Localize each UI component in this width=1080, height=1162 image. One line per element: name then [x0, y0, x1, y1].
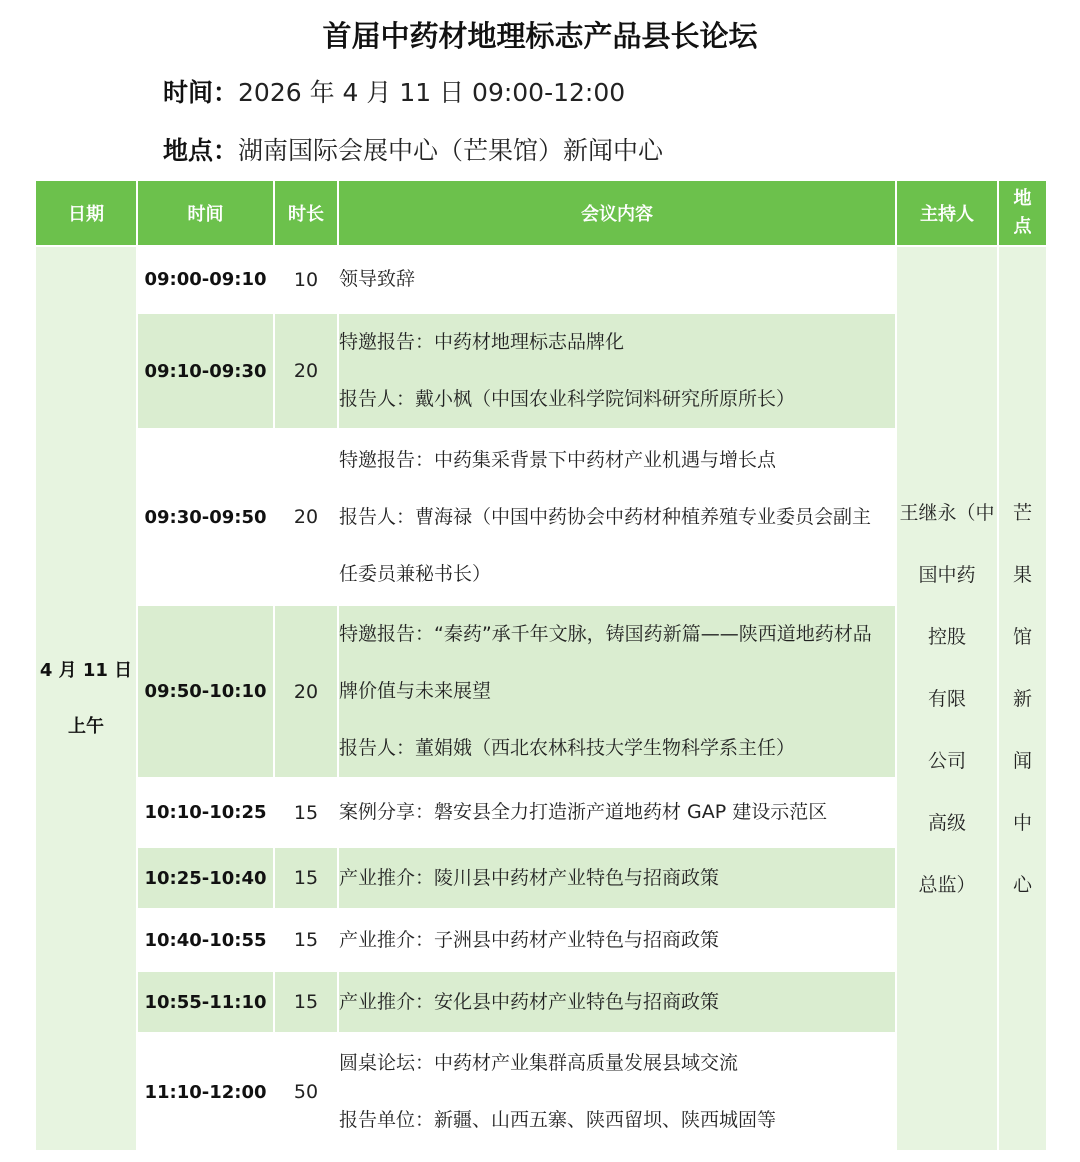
location-char: 馆: [1012, 625, 1032, 648]
content-line: 特邀报告：中药材地理标志品牌化: [339, 331, 625, 353]
row-time: 11:10-12:00: [137, 1033, 274, 1151]
location-char: 中: [1012, 811, 1032, 834]
content-line: 报告人：曹海禄（中国中药协会中药材种植养殖专业委员会副主: [339, 505, 872, 528]
row-duration: 15: [274, 971, 338, 1033]
row-time: 09:10-09:30: [137, 313, 274, 429]
time-label: 时间：: [163, 78, 239, 107]
content-line: 特邀报告：“秦药”承千年文脉，铸国药新篇——陕西道地药材品: [339, 623, 872, 645]
content-line: 牌价值与未来展望: [339, 680, 492, 702]
event-time: [163, 73, 625, 113]
row-duration: 20: [274, 313, 338, 429]
row-content: [338, 971, 896, 1033]
content-line: 圆桌论坛：中药材产业集群高质量发展县域交流: [339, 1052, 739, 1074]
location-char: 心: [1012, 873, 1032, 896]
content-line: 报告单位：新疆、山西五寨、陕西留坝、陕西城固等: [339, 1109, 777, 1131]
table-header-row: [35, 180, 1047, 246]
row-content: [338, 605, 896, 778]
table-row: [35, 778, 1047, 847]
host-line: 控股: [927, 625, 966, 648]
content-line: 产业推介：子洲县中药材产业特色与招商政策: [339, 928, 720, 951]
header-content: 会议内容: [338, 180, 896, 246]
row-content: [338, 847, 896, 909]
date-line: 4 月 11 日: [39, 659, 133, 681]
table-row: [35, 605, 1047, 778]
row-content: [338, 909, 896, 971]
table-row: [35, 1033, 1047, 1151]
row-content: [338, 1033, 896, 1151]
table-row: [35, 246, 1047, 313]
row-time: 09:50-10:10: [137, 605, 274, 778]
location-char: 新: [1012, 687, 1032, 710]
content-line: 报告人：戴小枫（中国农业科学院饲料研究所原所长）: [339, 388, 796, 410]
row-time: 10:10-10:25: [137, 778, 274, 847]
row-time: 09:00-09:10: [137, 246, 274, 313]
host-cell: [896, 246, 998, 1151]
row-time: 10:25-10:40: [137, 847, 274, 909]
row-time: 09:30-09:50: [137, 429, 274, 605]
place-value: 湖南国际会展中心（芒果馆）新闻中心: [238, 136, 664, 165]
content-line: 产业推介：陵川县中药材产业特色与招商政策: [339, 866, 720, 889]
content-line: 报告人：董娟娥（西北农林科技大学生物科学系主任）: [339, 737, 796, 759]
location-cell: [998, 246, 1047, 1151]
place-label: 地点：: [163, 136, 239, 165]
host-line: 高级: [927, 811, 966, 834]
row-duration: 50: [274, 1033, 338, 1151]
header-location-char: 地: [1013, 188, 1032, 209]
table-row: [35, 847, 1047, 909]
page-title: 首届中药材地理标志产品县长论坛: [322, 19, 758, 53]
location-char: 芒: [1012, 501, 1032, 524]
header-location: [998, 180, 1047, 246]
row-duration: 10: [274, 246, 338, 313]
time-value: 2026 年 4 月 11 日 09:00-12:00: [238, 78, 626, 107]
location-char: 果: [1012, 563, 1032, 586]
host-line: 国中药: [918, 563, 976, 586]
content-line: 产业推介：安化县中药材产业特色与招商政策: [339, 990, 720, 1013]
host-line: 公司: [927, 749, 966, 772]
table-row: [35, 429, 1047, 605]
row-duration: 15: [274, 778, 338, 847]
table-row: [35, 313, 1047, 429]
host-line: 有限: [927, 687, 966, 710]
row-duration: 15: [274, 847, 338, 909]
location-char: 闻: [1012, 749, 1032, 772]
header-date: 日期: [35, 180, 137, 246]
content-line: 领导致辞: [339, 268, 416, 290]
content-line: 案例分享：磐安县全力打造浙产道地药材 GAP 建设示范区: [339, 801, 828, 823]
host-line: 总监）: [918, 873, 976, 896]
row-duration: 15: [274, 909, 338, 971]
row-duration: 20: [274, 605, 338, 778]
row-content: [338, 778, 896, 847]
table-row: [35, 971, 1047, 1033]
header-time: 时间: [137, 180, 274, 246]
table-row: [35, 909, 1047, 971]
row-time: 10:55-11:10: [137, 971, 274, 1033]
content-line: 特邀报告：中药集采背景下中药材产业机遇与增长点: [339, 448, 777, 471]
header-location-char: 点: [1013, 216, 1032, 237]
row-content: [338, 246, 896, 313]
header-host: 主持人: [896, 180, 998, 246]
date-line: 上午: [68, 715, 104, 737]
agenda-table: [34, 179, 1048, 1152]
host-line: 王继永（中: [899, 501, 995, 524]
row-time: 10:40-10:55: [137, 909, 274, 971]
row-duration: 20: [274, 429, 338, 605]
row-content: [338, 313, 896, 429]
content-line: 任委员兼秘书长）: [339, 562, 492, 585]
header-duration: 时长: [274, 180, 338, 246]
event-place: [163, 131, 663, 171]
row-content: [338, 429, 896, 605]
date-cell: [35, 246, 137, 1151]
